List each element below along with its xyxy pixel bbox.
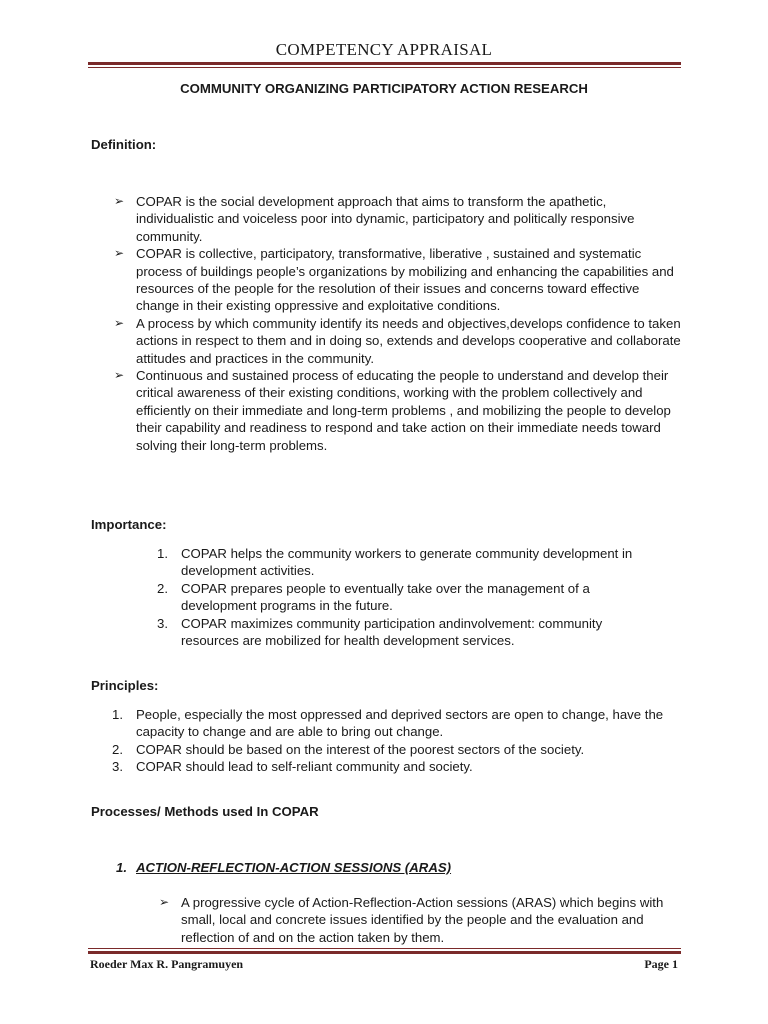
list-number: 2. <box>112 741 123 757</box>
header-rule-thick <box>88 62 681 65</box>
footer-rule-thick <box>88 951 681 954</box>
footer-author: Roeder Max R. Pangramuyen <box>90 957 244 971</box>
list-item <box>157 894 677 946</box>
page-header-title: COMPETENCY APPRAISAL <box>275 40 493 59</box>
subheading-number: 1. <box>116 860 127 875</box>
list-item-text: COPAR is collective, participatory, transformative, liberative , sustained and systematic process of buildings people’s organizations by mobilizing and enhancing the capabilities and resources of the people for the resolution of their issues and concerns toward effective change in their existing oppressive and exploitative conditions. <box>136 246 674 314</box>
list-number: 3. <box>112 759 123 775</box>
footer-page-number: Page 1 <box>644 957 678 971</box>
list-number: 3. <box>157 615 168 631</box>
importance-heading: Importance: <box>91 517 167 532</box>
list-item-text: COPAR is the social development approach that aims to transform the apathetic, individualistic and voiceless poor into dynamic, participatory and politically responsive community. <box>136 194 635 244</box>
document-title: COMMUNITY ORGANIZING PARTICIPATORY ACTION RESEARCH <box>180 81 588 96</box>
list-item-text: COPAR prepares people to eventually take over the management of a development programs in the future. <box>181 580 590 614</box>
list-item <box>112 367 682 454</box>
definition-list <box>112 193 682 454</box>
list-number: 1. <box>157 546 168 561</box>
list-item-text: COPAR maximizes community participation andinvolvement: community resources are mobilized for health development services. <box>181 615 603 649</box>
list-item <box>112 193 682 245</box>
list-item-text: People, especially the most oppressed and deprived sectors are open to change, have the capacity to change and are able to bring out change. <box>136 707 664 740</box>
list-item-text: A process by which community identify its needs and objectives,develops confidence to taken actions in respect to them and in doing so, extends and develops cooperative and collaborate attitudes and practices in the community. <box>136 315 681 366</box>
list-item <box>112 315 682 367</box>
arrow-bullet-icon: ➢ <box>114 315 125 330</box>
list-item-text: A progressive cycle of Action-Reflection-Action sessions (ARAS) which begins with small, local and concrete issues identified by the people and the evaluation and reflection of and on the action taken by them. <box>181 895 664 945</box>
arrow-bullet-icon: ➢ <box>114 194 125 208</box>
principles-list <box>112 706 692 776</box>
processes-heading: Processes/ Methods used In COPAR <box>91 804 319 819</box>
arrow-bullet-icon: ➢ <box>114 368 125 383</box>
footer-rule-thin <box>88 948 681 949</box>
arrow-bullet-icon: ➢ <box>114 246 125 261</box>
list-item <box>112 758 692 775</box>
list-item <box>157 545 657 580</box>
header-rule-thin <box>88 67 681 68</box>
arrow-bullet-icon: ➢ <box>159 895 170 909</box>
list-item-text: Continuous and sustained process of educating the people to understand and develop their critical awareness of their existing conditions, working with the problem collectively and efficiently on their immediate and long-term problems , and mobilizing the people to develop their capability and readiness to respond and take action on their immediate needs toward solving their long-term problems. <box>136 368 671 453</box>
list-item-text: COPAR helps the community workers to generate community development in development activities. <box>181 546 633 579</box>
list-item <box>112 706 692 741</box>
aras-subheading <box>116 860 451 875</box>
processes-list <box>157 894 677 946</box>
list-item <box>157 580 657 615</box>
list-item <box>157 615 657 650</box>
definition-heading: Definition: <box>91 137 157 152</box>
list-item-text: COPAR should be based on the interest of the poorest sectors of the society. <box>136 741 585 757</box>
list-number: 1. <box>112 707 123 722</box>
list-item <box>112 741 692 758</box>
subheading-text: ACTION-REFLECTION-ACTION SESSIONS (ARAS) <box>136 860 452 875</box>
principles-heading: Principles: <box>91 678 159 693</box>
list-item-text: COPAR should lead to self-reliant community and society. <box>136 759 473 775</box>
list-item <box>112 245 682 315</box>
importance-list <box>157 545 657 649</box>
list-number: 2. <box>157 580 168 596</box>
